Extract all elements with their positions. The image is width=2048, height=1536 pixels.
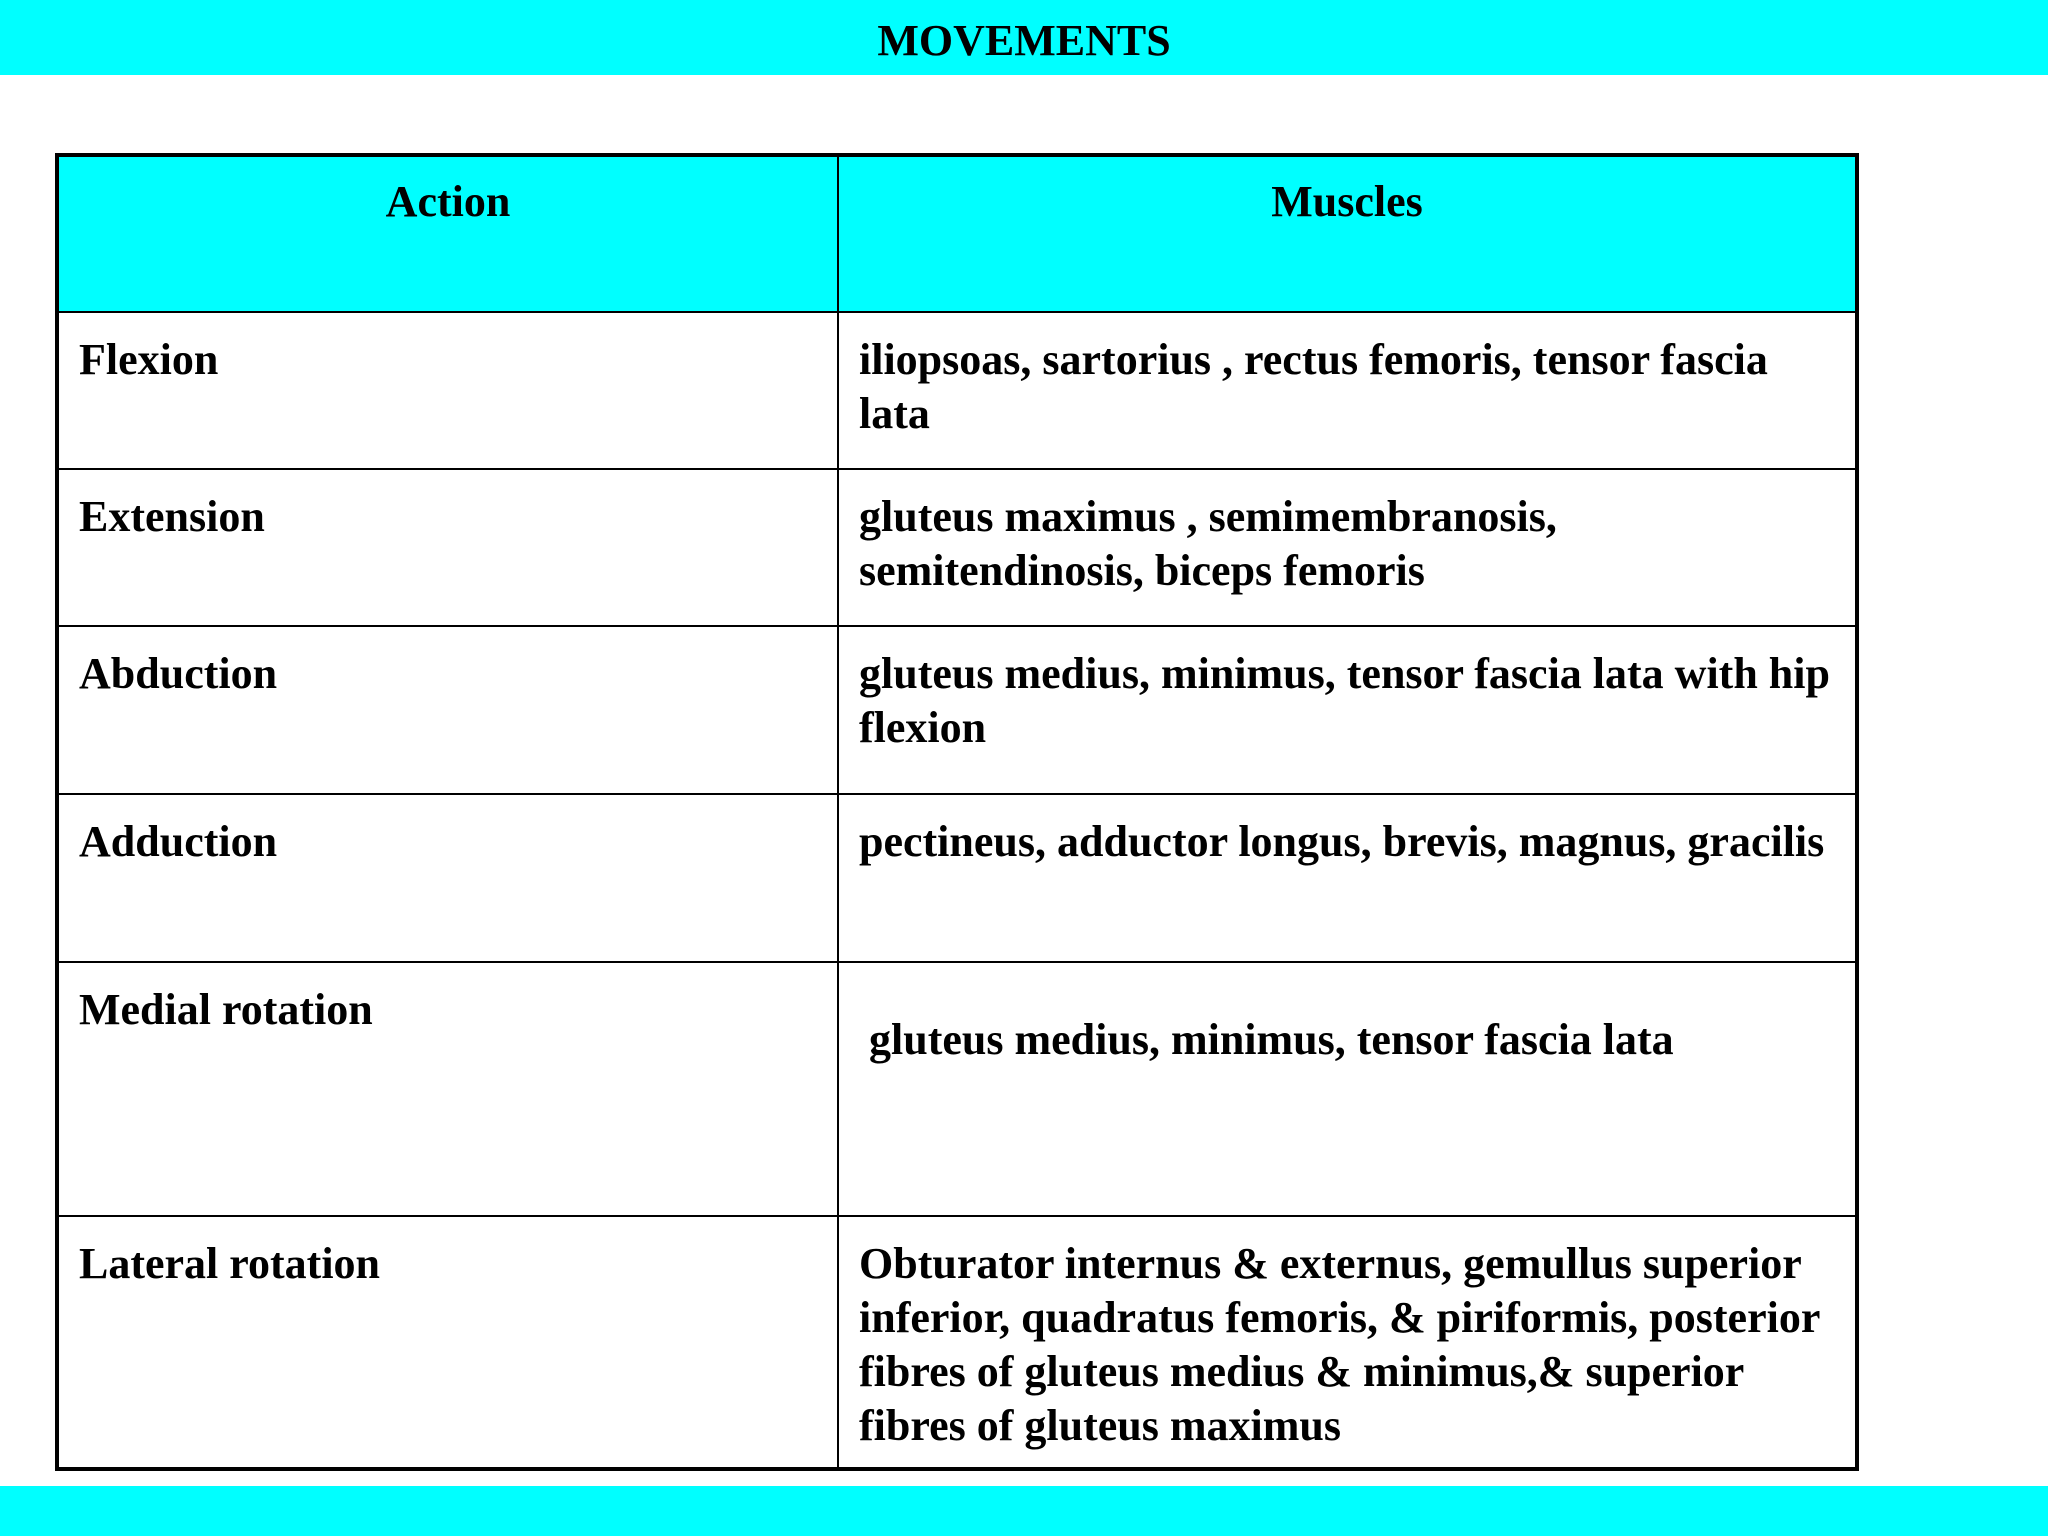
table-row	[57, 794, 1857, 962]
table-row	[57, 962, 1857, 1216]
action-cell: Abduction	[57, 626, 838, 794]
muscles-cell: pectineus, adductor longus, brevis, magnus, gracilis	[838, 794, 1857, 962]
table-row	[57, 469, 1857, 626]
action-cell: Adduction	[57, 794, 838, 962]
page-title: MOVEMENTS	[877, 16, 1171, 65]
action-cell: Lateral rotation	[57, 1216, 838, 1469]
table-row	[57, 626, 1857, 794]
movements-table	[55, 153, 1859, 1471]
bottom-banner	[0, 1486, 2048, 1536]
column-header-action: Action	[57, 155, 838, 312]
muscles-cell: gluteus medius, minimus, tensor fascia lata	[838, 962, 1857, 1216]
action-cell: Medial rotation	[57, 962, 838, 1216]
muscles-cell: Obturator internus & externus, gemullus superior inferior, quadratus femoris, & piriformis, posterior fibres of gluteus medius & minimus,& superior fibres of gluteus maximus	[838, 1216, 1857, 1469]
table-header-row	[57, 155, 1857, 312]
table-row	[57, 312, 1857, 469]
action-cell: Flexion	[57, 312, 838, 469]
table-row	[57, 1216, 1857, 1469]
muscles-cell: iliopsoas, sartorius , rectus femoris, tensor fascia lata	[838, 312, 1857, 469]
column-header-muscles: Muscles	[838, 155, 1857, 312]
muscles-cell: gluteus maximus , semimembranosis, semitendinosis, biceps femoris	[838, 469, 1857, 626]
action-cell: Extension	[57, 469, 838, 626]
muscles-cell: gluteus medius, minimus, tensor fascia lata with hip flexion	[838, 626, 1857, 794]
